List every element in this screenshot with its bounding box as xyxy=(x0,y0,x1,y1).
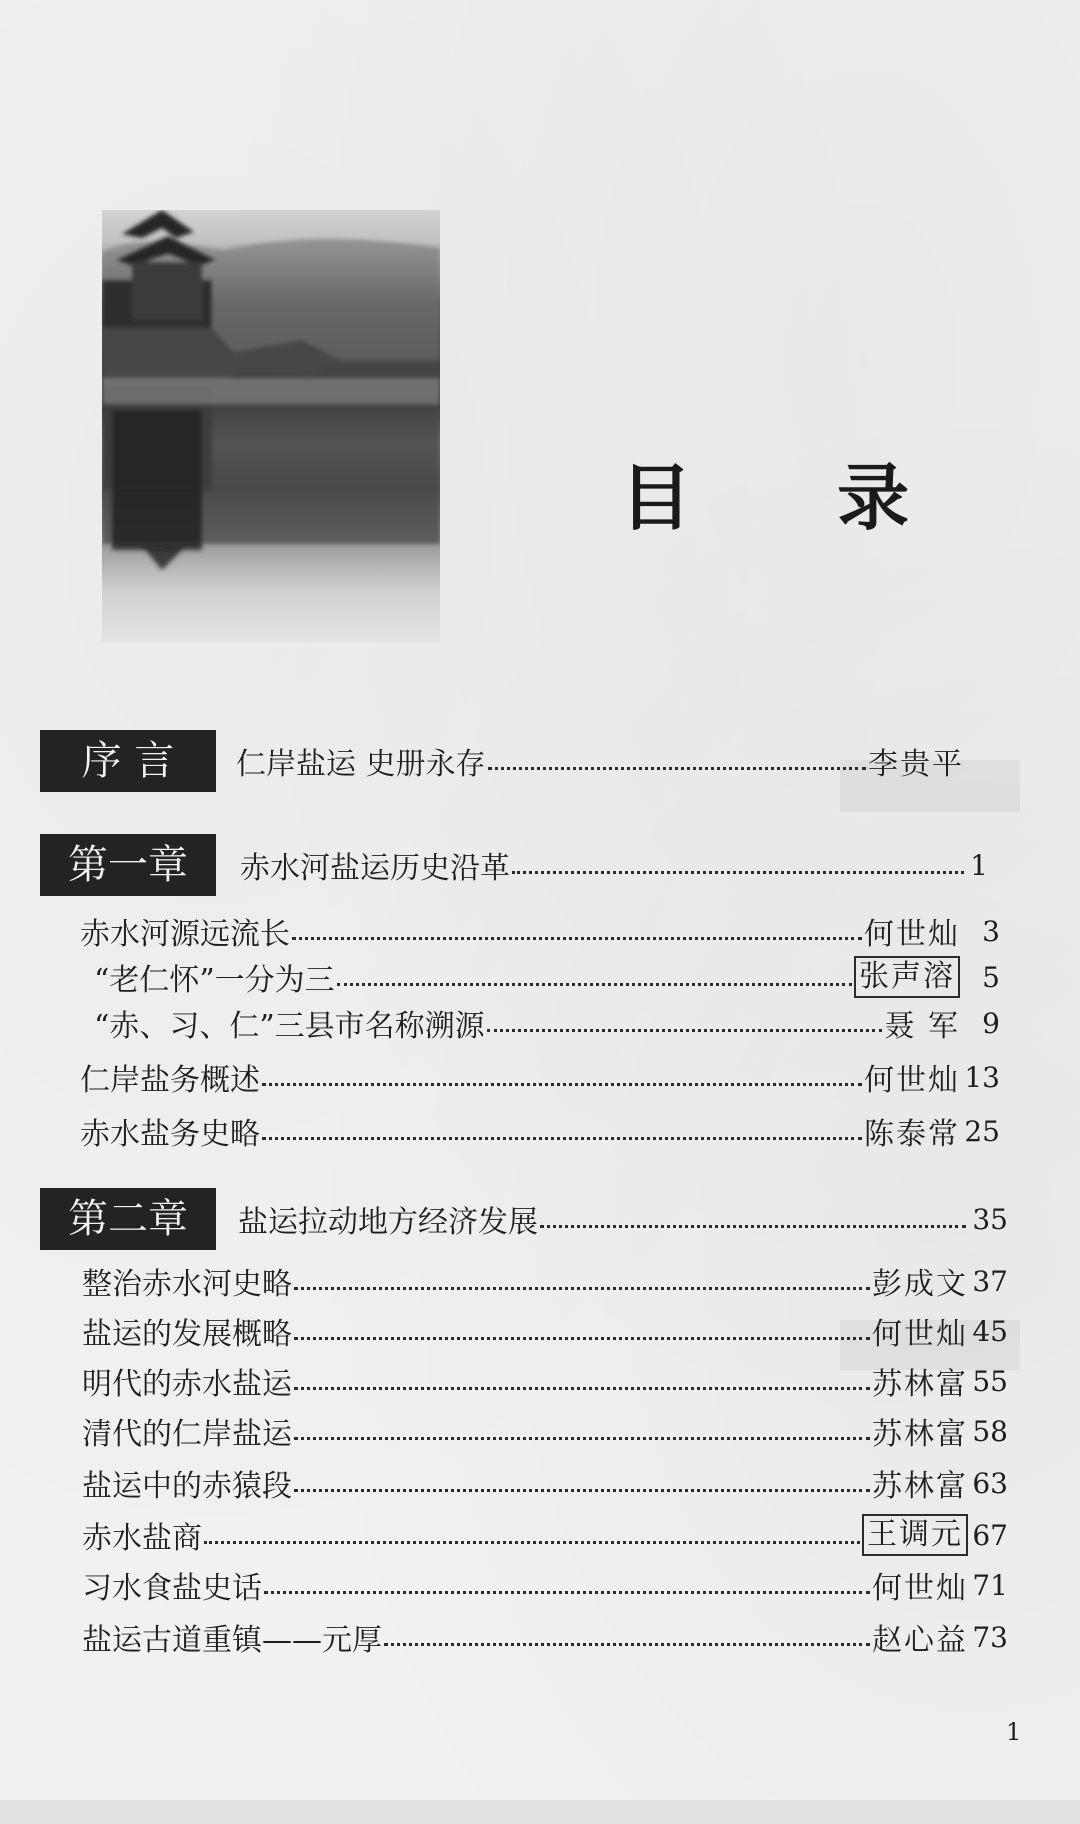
dot-leader xyxy=(294,1308,870,1340)
entry-author: 苏林富 xyxy=(872,1367,968,1402)
toc-entry[interactable] xyxy=(80,908,1000,954)
chapter-1-title: 赤水河盐运历史沿革 xyxy=(240,851,510,886)
preface-author: 李贵平 xyxy=(868,747,964,782)
toc-entry[interactable] xyxy=(82,1408,1008,1454)
entry-author: 苏林富 xyxy=(872,1469,968,1504)
chapter-1-row[interactable] xyxy=(240,842,988,888)
entry-page: 5 xyxy=(982,960,1000,994)
toc-entry[interactable] xyxy=(82,1308,1008,1354)
entry-title: 明代的赤水盐运 xyxy=(82,1367,292,1402)
entry-author: 何世灿 xyxy=(864,917,960,952)
entry-page: 45 xyxy=(972,1314,1008,1348)
chapter-1-label: 第一章 xyxy=(40,834,216,896)
dot-leader xyxy=(384,1614,870,1646)
dot-leader xyxy=(294,1258,870,1290)
entry-author: 何世灿 xyxy=(864,1063,960,1098)
entry-page: 3 xyxy=(982,914,1000,948)
chapter-2-page: 35 xyxy=(972,1202,1008,1236)
page-number: 1 xyxy=(1006,1718,1022,1746)
entry-page: 63 xyxy=(972,1466,1008,1500)
entry-page: 13 xyxy=(964,1060,1000,1094)
entry-page: 58 xyxy=(972,1414,1008,1448)
entry-title: 盐运的发展概略 xyxy=(82,1317,292,1352)
preface-row[interactable] xyxy=(236,738,964,784)
dot-leader xyxy=(294,1460,870,1492)
dot-leader xyxy=(292,908,862,940)
entry-author: 何世灿 xyxy=(872,1571,968,1606)
dot-leader xyxy=(294,1408,870,1440)
entry-title: 赤水盐务史略 xyxy=(80,1117,260,1152)
entry-page: 25 xyxy=(964,1114,1000,1148)
toc-entry[interactable] xyxy=(82,1460,1008,1506)
toc-entry[interactable] xyxy=(94,954,1000,1000)
entry-author: 陈泰常 xyxy=(864,1117,960,1152)
entry-title: 赤水河源远流长 xyxy=(80,917,290,952)
preface-title: 仁岸盐运 史册永存 xyxy=(236,747,486,782)
photo-shapes xyxy=(102,210,440,570)
dot-leader xyxy=(294,1358,870,1390)
dot-leader xyxy=(488,738,866,770)
entry-title: 习水食盐史话 xyxy=(82,1571,262,1606)
dot-leader xyxy=(264,1562,870,1594)
entry-title: 整治赤水河史略 xyxy=(82,1267,292,1302)
toc-entry[interactable] xyxy=(82,1614,1008,1660)
entry-title: 盐运古道重镇——元厚 xyxy=(82,1623,382,1658)
entry-author: 赵心益 xyxy=(872,1623,968,1658)
toc-entry[interactable] xyxy=(80,1054,1000,1100)
chapter-2-title: 盐运拉动地方经济发展 xyxy=(238,1205,538,1240)
dot-leader xyxy=(262,1054,862,1086)
entry-page: 71 xyxy=(972,1568,1008,1602)
dot-leader xyxy=(262,1108,862,1140)
toc-entry[interactable] xyxy=(82,1512,1008,1558)
entry-title: “赤、习、仁”三县市名称溯源 xyxy=(94,1009,485,1044)
entry-author: 聂 军 xyxy=(884,1009,960,1044)
chapter-1-page: 1 xyxy=(970,848,988,882)
entry-title: 盐运中的赤猿段 xyxy=(82,1469,292,1504)
entry-page: 55 xyxy=(972,1364,1008,1398)
entry-title: 清代的仁岸盐运 xyxy=(82,1417,292,1452)
dot-leader xyxy=(337,954,852,986)
toc-entry[interactable] xyxy=(82,1258,1008,1304)
entry-page: 73 xyxy=(972,1620,1008,1654)
scan-bottom-edge xyxy=(0,1800,1080,1824)
entry-author: 彭成文 xyxy=(872,1267,968,1302)
preface-label: 序 言 xyxy=(40,730,216,792)
entry-page: 37 xyxy=(972,1264,1008,1298)
dot-leader xyxy=(204,1512,860,1544)
entry-author: 王调元 xyxy=(862,1514,968,1556)
entry-page: 9 xyxy=(982,1006,1000,1040)
dot-leader xyxy=(540,1196,966,1228)
entry-page: 67 xyxy=(972,1518,1008,1552)
chapter-2-label: 第二章 xyxy=(40,1188,216,1250)
entry-author: 张声溶 xyxy=(854,956,960,998)
toc-title: 目 录 xyxy=(620,455,970,540)
entry-title: 仁岸盐务概述 xyxy=(80,1063,260,1098)
pavilion-river-photo xyxy=(102,210,440,642)
dot-leader xyxy=(487,1000,883,1032)
dot-leader xyxy=(512,842,964,874)
entry-title: 赤水盐商 xyxy=(82,1521,202,1556)
toc-entry[interactable] xyxy=(82,1358,1008,1404)
entry-author: 苏林富 xyxy=(872,1417,968,1452)
entry-author: 何世灿 xyxy=(872,1317,968,1352)
chapter-2-row[interactable] xyxy=(238,1196,1008,1242)
entry-title: “老仁怀”一分为三 xyxy=(94,963,335,998)
toc-entry[interactable] xyxy=(94,1000,1000,1046)
toc-entry[interactable] xyxy=(82,1562,1008,1608)
toc-entry[interactable] xyxy=(80,1108,1000,1154)
photo-drawing xyxy=(102,210,440,642)
